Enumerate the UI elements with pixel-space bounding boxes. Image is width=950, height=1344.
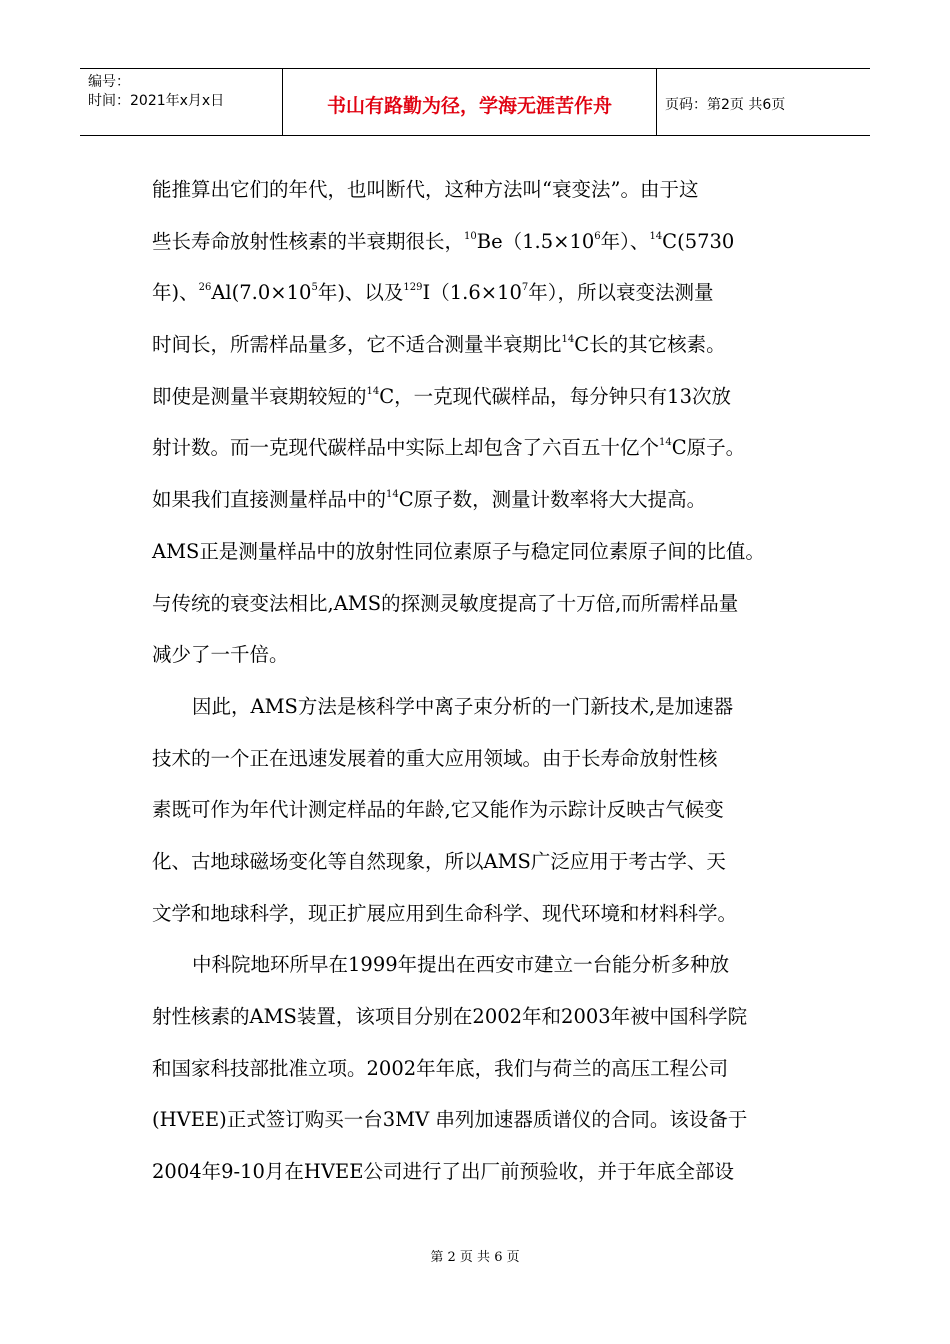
header-page-info: 页码：第2页 共6页 <box>665 97 786 113</box>
text-run: 和国家科技部批准立项。2002年年底，我们与荷兰的高压工程公司 <box>152 1056 729 1080</box>
text-run: 文学和地球科学，现正扩展应用到生命科学、现代环境和材料科学。 <box>152 901 738 925</box>
superscript: 14 <box>386 489 399 501</box>
superscript: 5 <box>311 282 318 294</box>
text-run: C原子。 <box>671 436 746 460</box>
text-line <box>152 422 816 474</box>
text-run: 年)、 <box>152 281 199 305</box>
text-line <box>152 733 816 785</box>
text-run: I（1.6×10 <box>422 281 522 305</box>
text-run: C长的其它核素。 <box>574 333 726 357</box>
text-run: 素既可作为年代计测定样品的年龄,它又能作为示踪计反映古气候变 <box>152 798 724 822</box>
header-motto: 书山有路勤为径，学海无涯苦作舟 <box>283 69 657 135</box>
text-run: 射性核素的AMS装置，该项目分别在2002年和2003年被中国科学院 <box>152 1005 748 1028</box>
text-run: C原子数，测量计数率将大大提高。 <box>398 488 707 512</box>
paragraph-3 <box>152 939 816 1197</box>
superscript: 7 <box>521 282 529 294</box>
text-line <box>152 681 816 733</box>
text-run: 因此，AMS方法是核科学中离子束分析的一门新技术,是加速器 <box>192 694 734 718</box>
text-line <box>152 888 816 940</box>
paragraph-1 <box>152 164 816 681</box>
text-line <box>152 526 816 578</box>
text-line <box>152 991 816 1043</box>
text-line <box>152 267 816 319</box>
document-body <box>152 164 816 1198</box>
header-time-label: 时间：2021年x月x日 <box>88 93 225 109</box>
text-run: 时间长，所需样品量多，它不适合测量半衰期比 <box>152 333 562 357</box>
superscript: 14 <box>561 334 575 346</box>
superscript: 14 <box>366 385 380 397</box>
text-run: 2004年9-10月在HVEE公司进行了出厂前预验收，并于年底全部设 <box>152 1160 734 1184</box>
text-line <box>152 474 816 526</box>
text-run: 中科院地环所早在1999年提出在西安市建立一台能分析多种放 <box>192 953 730 977</box>
superscript: 26 <box>198 282 212 294</box>
text-line <box>152 164 816 216</box>
text-run: 射计数。而一克现代碳样品中实际上却包含了六百五十亿个 <box>152 436 660 460</box>
page-footer: 第 2 页 共 6 页 <box>430 1250 520 1265</box>
text-line <box>152 836 816 888</box>
header-meta <box>80 69 283 135</box>
text-run: (HVEE)正式签订购买一台3MV 串列加速器质谱仪的合同。该设备于 <box>152 1108 748 1132</box>
paragraph-2 <box>152 681 816 939</box>
text-run: C(5730 <box>662 229 735 253</box>
superscript: 10 <box>464 230 477 242</box>
text-run: 如果我们直接测量样品中的 <box>152 488 387 512</box>
text-run: 与传统的衰变法相比,AMS的探测灵敏度提高了十万倍,而所需样品量 <box>152 591 739 615</box>
text-line <box>152 578 816 630</box>
header-number-label: 编号： <box>88 74 130 90</box>
page-header <box>80 68 870 136</box>
text-run: 即使是测量半衰期较短的 <box>152 384 367 408</box>
text-run: 技术的一个正在迅速发展着的重大应用领域。由于长寿命放射性核 <box>152 746 718 770</box>
text-line <box>152 1094 816 1146</box>
superscript: 14 <box>659 437 672 449</box>
text-line <box>152 371 816 423</box>
text-run: 年)、以及 <box>317 281 404 305</box>
text-line <box>152 629 816 681</box>
text-run: 年），所以衰变法测量 <box>528 281 714 305</box>
text-line <box>152 784 816 836</box>
text-run: 年）、 <box>600 229 650 253</box>
text-line <box>152 939 816 991</box>
text-line <box>152 319 816 371</box>
text-run: 些长寿命放射性核素的半衰期很长， <box>152 229 465 253</box>
text-line <box>152 216 816 268</box>
text-run: Be（1.5×10 <box>476 229 595 253</box>
text-run: 化、古地球磁场变化等自然现象，所以AMS广泛应用于考古学、天 <box>152 849 726 873</box>
text-run: AMS正是测量样品中的放射性同位素原子与稳定同位素原子间的比值。 <box>152 539 765 563</box>
superscript: 14 <box>649 230 663 242</box>
text-run: Al(7.0×10 <box>211 281 312 305</box>
text-run: 减少了一千倍。 <box>152 643 289 667</box>
text-line <box>152 1146 816 1198</box>
superscript: 6 <box>594 230 601 242</box>
superscript: 129 <box>403 282 423 294</box>
text-run: C，一克现代碳样品，每分钟只有13次放 <box>379 384 731 408</box>
text-line <box>152 1043 816 1095</box>
text-run: 能推算出它们的年代，也叫断代，这种方法叫“衰变法”。由于这 <box>152 178 699 201</box>
